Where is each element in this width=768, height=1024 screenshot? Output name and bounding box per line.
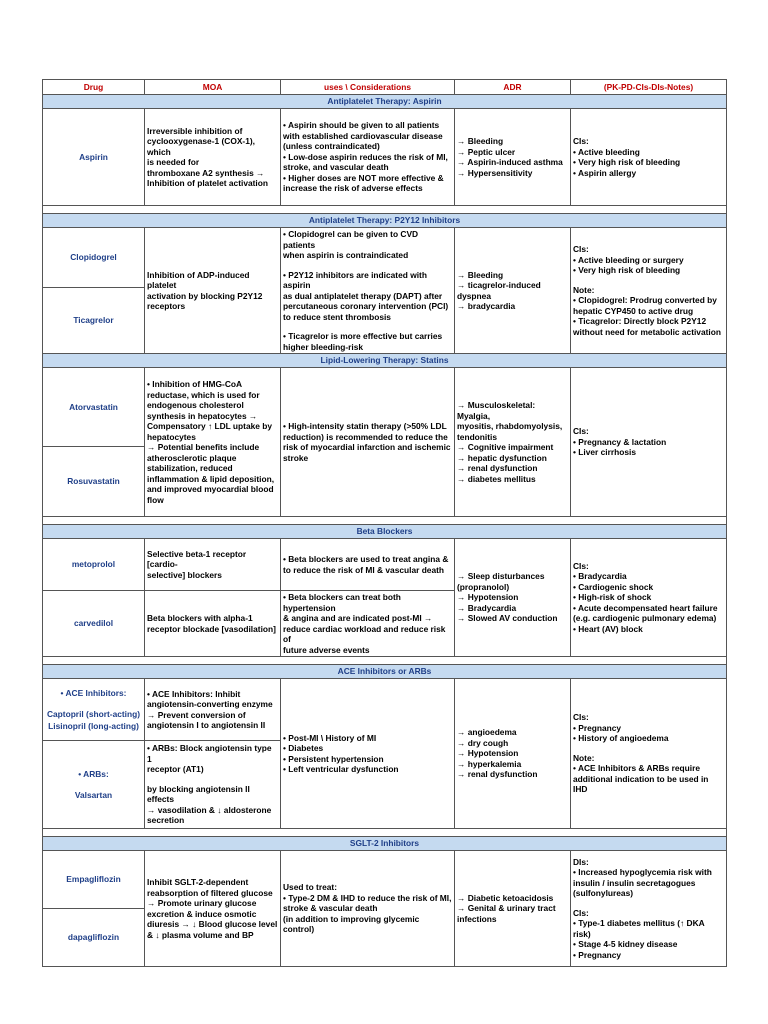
section-header-ace-arbs: ACE Inhibitors or ARBs bbox=[43, 665, 727, 679]
drug-ace-inhibitors bbox=[43, 679, 145, 741]
text-line: • P2Y12 inhibitors are indicated with aspirin bbox=[283, 269, 427, 290]
text-line: receptors bbox=[147, 301, 186, 311]
text-line: thromboxane A2 synthesis → bbox=[147, 167, 265, 178]
text-line: → Cognitive impairment bbox=[457, 442, 554, 452]
table-row bbox=[43, 539, 727, 591]
uses-cell bbox=[281, 109, 455, 206]
text-line: → renal dysfunction bbox=[457, 463, 538, 473]
text-line: → angioedema bbox=[457, 727, 517, 738]
spacer-row bbox=[43, 517, 727, 525]
text-line: selective] blockers bbox=[147, 569, 222, 580]
uses-cell bbox=[281, 851, 455, 967]
text-line: → Hypotension bbox=[457, 748, 519, 759]
drug-metoprolol: metoprolol bbox=[43, 539, 145, 591]
text-line: Inhibition of ADP-induced platelet bbox=[147, 269, 250, 290]
text-line: DIs: bbox=[573, 856, 589, 867]
text-line: is needed for bbox=[147, 157, 200, 167]
text-line: • High-risk of shock bbox=[573, 592, 652, 603]
drug-rosuvastatin: Rosuvastatin bbox=[43, 447, 145, 517]
notes-cell bbox=[571, 851, 727, 967]
uses-cell bbox=[281, 539, 455, 591]
text-line: Used to treat: bbox=[283, 882, 337, 893]
moa-cell bbox=[145, 539, 281, 591]
text-line: stroke, and vascular death bbox=[283, 162, 389, 173]
text-line: • ARBs: Block angiotensin type 1 bbox=[147, 743, 272, 764]
text-line: • Bradycardia bbox=[573, 571, 627, 582]
text-line: • Pregnancy bbox=[573, 949, 622, 960]
text-line bbox=[573, 276, 724, 285]
text-line: • Cardiogenic shock bbox=[573, 581, 654, 592]
moa-cell bbox=[145, 679, 281, 741]
moa-cell bbox=[145, 368, 281, 517]
text-line: infections bbox=[457, 913, 497, 924]
text-line: → Genital & urinary tract bbox=[457, 903, 556, 914]
spacer-row bbox=[43, 206, 727, 214]
text-line: → Slowed AV conduction bbox=[457, 613, 558, 624]
text-line: atherosclerotic plaque bbox=[147, 452, 237, 463]
text-line: → Diabetic ketoacidosis bbox=[457, 892, 554, 903]
text-line: synthesis in hepatocytes → bbox=[147, 410, 258, 421]
text-line: reduce cardiac workload and reduce risk of bbox=[283, 623, 446, 644]
text-line bbox=[45, 780, 142, 789]
adr-cell bbox=[455, 368, 571, 517]
drug-empagliflozin: Empagliflozin bbox=[43, 851, 145, 909]
text-line: Irreversible inhibition of bbox=[147, 125, 243, 136]
text-line: myositis, rhabdomyolysis, bbox=[457, 421, 563, 431]
text-line: • Heart (AV) block bbox=[573, 623, 643, 634]
text-line: secretion bbox=[147, 815, 185, 826]
text-line: without need for metabolic activation bbox=[573, 326, 721, 337]
text-line: (in addition to improving glycemic control) bbox=[283, 913, 420, 935]
adr-cell bbox=[455, 109, 571, 206]
text-line: • Diabetes bbox=[283, 743, 324, 753]
table-row bbox=[43, 851, 727, 909]
text-line: CIs: bbox=[573, 560, 589, 571]
text-line bbox=[573, 899, 724, 908]
text-line: • High-intensity statin therapy (>50% LDL bbox=[283, 421, 447, 431]
text-line: • Left ventricular dysfunction bbox=[283, 764, 399, 774]
text-line: flow bbox=[147, 494, 164, 505]
drug-carvedilol: carvedilol bbox=[43, 591, 145, 657]
uses-cell bbox=[281, 228, 455, 354]
text-line: • ACE Inhibitors: Inhibit bbox=[147, 688, 241, 699]
moa-cell bbox=[145, 741, 281, 829]
text-line: • Pregnancy & lactation bbox=[573, 436, 667, 447]
text-line: • Stage 4-5 kidney disease bbox=[573, 939, 678, 950]
adr-cell bbox=[455, 539, 571, 657]
text-line: → Hypersensitivity bbox=[457, 167, 533, 178]
text-line: → Promote urinary glucose bbox=[147, 898, 257, 908]
text-line: → Sleep disturbances bbox=[457, 571, 545, 582]
text-line: • Pregnancy bbox=[573, 722, 622, 733]
text-line: → Bleeding bbox=[457, 269, 504, 280]
uses-cell bbox=[281, 591, 455, 657]
text-line: CIs: bbox=[573, 244, 589, 254]
section-header-p2y12: Antiplatelet Therapy: P2Y12 Inhibitors bbox=[43, 214, 727, 228]
text-line: • Beta blockers can treat both hypertension bbox=[283, 592, 401, 613]
text-line: Inhibit SGLT-2-dependent bbox=[147, 877, 249, 887]
text-line: receptor blockade [vasodilation] bbox=[147, 623, 276, 634]
text-line: (sulfonylureas) bbox=[573, 888, 634, 899]
text-line: • Higher doses are NOT more effective & bbox=[283, 172, 444, 183]
text-line: → renal dysfunction bbox=[457, 769, 538, 780]
text-line: • ACE Inhibitors & ARBs require bbox=[573, 763, 701, 774]
text-line: inflammation & lipid deposition, bbox=[147, 473, 275, 484]
notes-cell bbox=[571, 539, 727, 657]
text-line: (e.g. cardiogenic pulmonary edema) bbox=[573, 613, 717, 624]
text-line: percutaneous coronary intervention (PCI) bbox=[283, 301, 449, 311]
text-line: tendonitis bbox=[457, 431, 498, 442]
text-line: Compensatory ↑ LDL uptake by bbox=[147, 421, 273, 431]
text-line: and improved myocardial blood bbox=[147, 484, 274, 494]
text-line: CIs: bbox=[573, 907, 589, 918]
text-line: & ↓ plasma volume and BP bbox=[147, 929, 254, 940]
notes-cell bbox=[571, 228, 727, 354]
text-line: Note: bbox=[573, 752, 595, 763]
text-line: angiotensin-converting enzyme bbox=[147, 699, 273, 709]
text-line: stabilization, reduced bbox=[147, 463, 233, 473]
text-line: excretion & induce osmotic bbox=[147, 908, 257, 919]
text-line: • History of angioedema bbox=[573, 733, 669, 744]
text-line: CIs: bbox=[573, 712, 589, 723]
text-line: hepatic CYP450 to active drug bbox=[573, 305, 694, 316]
text-line: Inhibition of platelet activation bbox=[147, 178, 268, 188]
text-line bbox=[283, 261, 452, 270]
text-line: (unless contraindicated) bbox=[283, 141, 380, 152]
text-line: Note: bbox=[573, 284, 595, 295]
notes-cell bbox=[571, 679, 727, 829]
text-line: risk of myocardial infarction and ischemic bbox=[283, 442, 451, 452]
text-line: stroke bbox=[283, 452, 309, 463]
text-line: to reduce stent thrombosis bbox=[283, 311, 391, 322]
text-line: → Hypotension bbox=[457, 592, 519, 603]
text-line: • Clopidogrel can be given to CVD patients bbox=[283, 229, 419, 250]
text-line: dyspnea bbox=[457, 290, 491, 301]
text-line: when aspirin is contraindicated bbox=[283, 250, 409, 260]
text-line: by blocking angiotensin II effects bbox=[147, 783, 250, 805]
text-line: → Peptic ulcer bbox=[457, 146, 516, 157]
spacer-row bbox=[43, 657, 727, 665]
uses-cell bbox=[281, 368, 455, 517]
text-line: cyclooxygenase-1 (COX-1), which bbox=[147, 136, 255, 157]
text-line: → bradycardia bbox=[457, 301, 516, 311]
text-line: • ARBs: bbox=[78, 768, 109, 779]
moa-cell bbox=[145, 228, 281, 354]
header-row bbox=[43, 80, 727, 95]
text-line: • Persistent hypertension bbox=[283, 753, 384, 764]
header-drug: Drug bbox=[43, 80, 145, 95]
text-line: angiotensin I to angiotensin II bbox=[147, 720, 266, 730]
text-line: → Bradycardia bbox=[457, 602, 517, 613]
spacer-row bbox=[43, 829, 727, 837]
table-row bbox=[43, 368, 727, 447]
text-line: • Active bleeding bbox=[573, 146, 640, 157]
text-line: reabsorption of filtered glucose bbox=[147, 887, 273, 898]
table-row bbox=[43, 109, 727, 206]
moa-cell bbox=[145, 109, 281, 206]
header-moa: MOA bbox=[145, 80, 281, 95]
text-line: • Increased hypoglycemia risk with bbox=[573, 867, 712, 878]
text-line: • Active bleeding or surgery bbox=[573, 254, 684, 265]
drug-clopidogrel: Clopidogrel bbox=[43, 228, 145, 288]
text-line: • Aspirin allergy bbox=[573, 167, 637, 178]
header-notes: (PK-PD-CIs-DIs-Notes) bbox=[571, 80, 727, 95]
text-line: Beta blockers with alpha-1 bbox=[147, 613, 253, 623]
text-line: → Aspirin-induced asthma bbox=[457, 157, 563, 167]
text-line: higher bleeding-risk bbox=[283, 341, 364, 352]
text-line: • Beta blockers are used to treat angina & bbox=[283, 554, 449, 564]
text-line: → diabetes mellitus bbox=[457, 473, 536, 484]
text-line: → ticagrelor-induced bbox=[457, 280, 541, 290]
text-line: • Ticagrelor: Directly block P2Y12 bbox=[573, 316, 707, 326]
text-line: → Potential benefits include bbox=[147, 442, 260, 452]
text-line: • Aspirin should be given to all patients bbox=[283, 120, 440, 131]
text-line: • Inhibition of HMG-CoA bbox=[147, 379, 243, 389]
text-line: Lisinopril (long-acting) bbox=[48, 720, 139, 731]
header-adr: ADR bbox=[455, 80, 571, 95]
text-line: future adverse events bbox=[283, 644, 370, 655]
adr-cell bbox=[455, 679, 571, 829]
text-line bbox=[283, 322, 452, 331]
drug-aspirin: Aspirin bbox=[43, 109, 145, 206]
text-line: → hyperkalemia bbox=[457, 758, 522, 769]
drug-table bbox=[42, 79, 727, 967]
text-line: activation by blocking P2Y12 bbox=[147, 290, 263, 301]
section-header-aspirin: Antiplatelet Therapy: Aspirin bbox=[43, 95, 727, 109]
text-line: • Low-dose aspirin reduces the risk of MI, bbox=[283, 151, 448, 162]
text-line: additional indication to be used in IHD bbox=[573, 773, 709, 795]
text-line: Valsartan bbox=[74, 790, 113, 800]
text-line: • Type-1 diabetes mellitus (↑ DKA risk) bbox=[573, 918, 705, 939]
text-line: reduction) is recommended to reduce the bbox=[283, 431, 448, 442]
text-line: stroke & vascular death bbox=[283, 903, 378, 914]
section-header-beta-blockers: Beta Blockers bbox=[43, 525, 727, 539]
text-line: → vasodilation & ↓ aldosterone bbox=[147, 804, 272, 815]
text-line: • ACE Inhibitors: bbox=[60, 687, 127, 698]
drug-dapagliflozin: dapagliflozin bbox=[43, 909, 145, 967]
text-line: → hepatic dysfunction bbox=[457, 452, 547, 463]
drug-ticagrelor: Ticagrelor bbox=[43, 287, 145, 353]
text-line: reductase, which is used for bbox=[147, 389, 260, 400]
text-line: • Very high risk of bleeding bbox=[573, 265, 681, 275]
moa-cell bbox=[145, 591, 281, 657]
text-line: increase the risk of adverse effects bbox=[283, 183, 423, 194]
text-line: hepatocytes bbox=[147, 431, 196, 442]
table-row bbox=[43, 679, 727, 741]
adr-cell bbox=[455, 228, 571, 354]
text-line: receptor (AT1) bbox=[147, 764, 204, 775]
text-line: → Bleeding bbox=[457, 136, 504, 146]
text-line: • Liver cirrhosis bbox=[573, 447, 636, 458]
moa-cell bbox=[145, 851, 281, 967]
notes-cell bbox=[571, 368, 727, 517]
text-line bbox=[45, 699, 142, 708]
text-line: • Ticagrelor is more effective but carries bbox=[283, 331, 443, 341]
text-line: • Clopidogrel: Prodrug converted by bbox=[573, 295, 717, 305]
uses-cell bbox=[281, 679, 455, 829]
drug-arbs bbox=[43, 741, 145, 829]
text-line: Captopril (short-acting) bbox=[46, 709, 141, 720]
text-line: endogenous cholesterol bbox=[147, 400, 244, 410]
text-line: • Very high risk of bleeding bbox=[573, 157, 681, 167]
text-line bbox=[573, 744, 724, 753]
text-line: & angina and are indicated post-MI → bbox=[283, 613, 433, 623]
text-line: insulin / insulin secretagogues bbox=[573, 877, 696, 888]
text-line: to reduce the risk of MI & vascular death bbox=[283, 564, 445, 575]
text-line: • Post-MI \ History of MI bbox=[283, 732, 377, 743]
header-uses: uses \ Considerations bbox=[281, 80, 455, 95]
text-line: • Type-2 DM & IHD to reduce the risk of MI, bbox=[283, 892, 452, 903]
section-header-sglt2: SGLT-2 Inhibitors bbox=[43, 837, 727, 851]
text-line: (propranolol) bbox=[457, 581, 510, 592]
text-line: → Musculoskeletal: Myalgia, bbox=[457, 400, 536, 421]
text-line: → dry cough bbox=[457, 737, 509, 748]
text-line: → Prevent conversion of bbox=[147, 709, 246, 720]
table-row bbox=[43, 228, 727, 288]
text-line: Selective beta-1 receptor [cardio- bbox=[147, 548, 247, 570]
text-line bbox=[147, 775, 278, 784]
notes-cell bbox=[571, 109, 727, 206]
text-line: as dual antiplatelet therapy (DAPT) after bbox=[283, 290, 443, 301]
text-line: with established cardiovascular disease bbox=[283, 130, 443, 141]
text-line: CIs: bbox=[573, 426, 589, 437]
section-header-statins: Lipid-Lowering Therapy: Statins bbox=[43, 354, 727, 368]
drug-atorvastatin: Atorvastatin bbox=[43, 368, 145, 447]
text-line: • Acute decompensated heart failure bbox=[573, 602, 718, 613]
text-line: diuresis → ↓ Blood glucose level bbox=[147, 919, 278, 929]
adr-cell bbox=[455, 851, 571, 967]
text-line: CIs: bbox=[573, 136, 589, 146]
